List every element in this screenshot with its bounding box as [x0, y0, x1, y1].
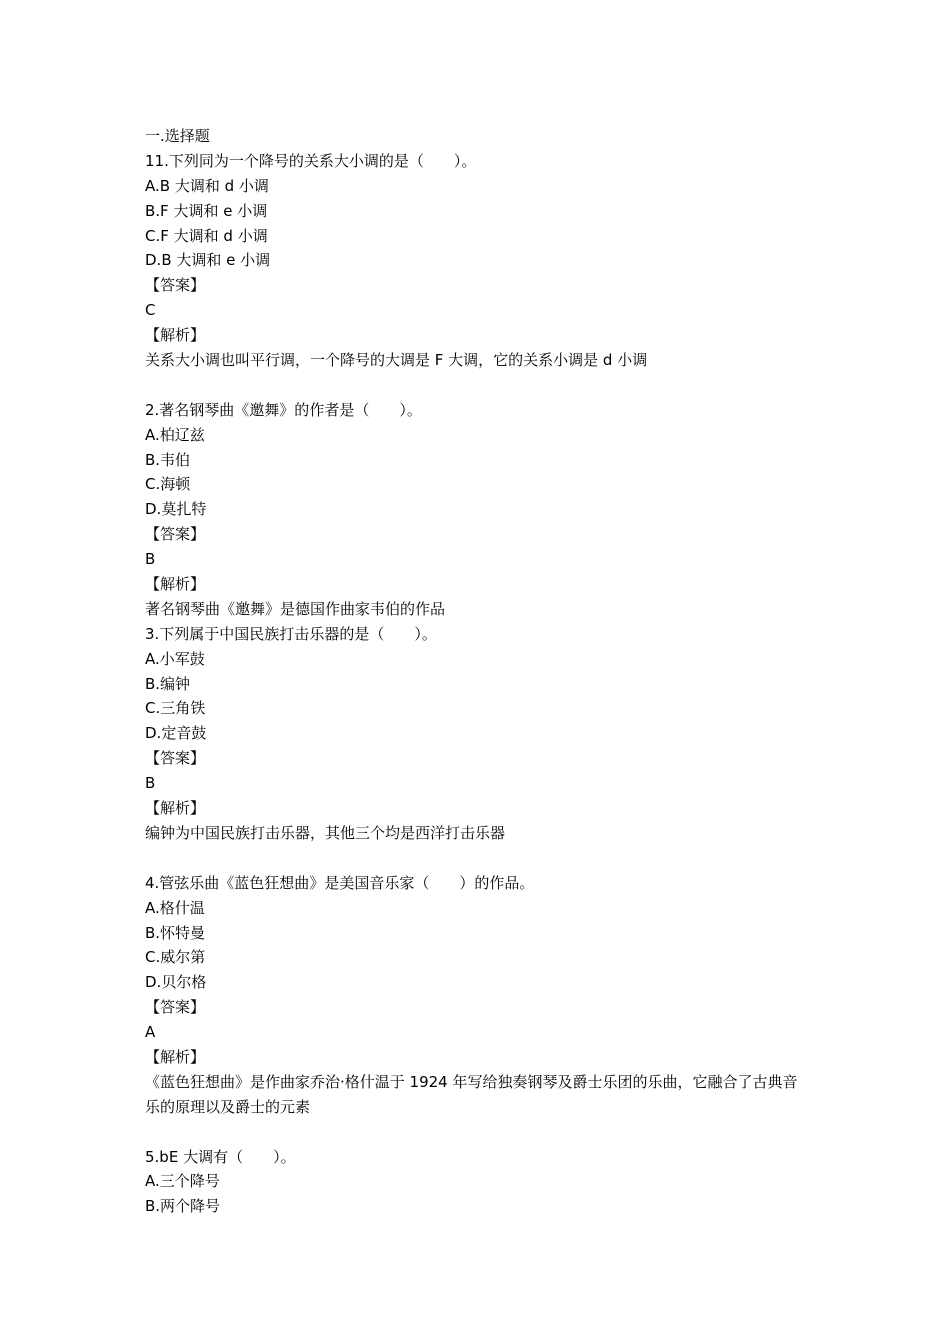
option-c: C.海顿 [145, 475, 191, 494]
answer-label: 【答案】 [145, 998, 206, 1017]
answer-label: 【答案】 [145, 749, 206, 768]
section-title: 一.选择题 [145, 127, 210, 145]
question-4 [145, 871, 810, 1120]
option-c: C.三角铁 [145, 699, 206, 718]
option-d: D.贝尔格 [145, 973, 207, 992]
blank-line [145, 1120, 810, 1145]
answer-value: B [145, 774, 156, 793]
option-a: A.B 大调和 d 小调 [145, 176, 269, 195]
answer-label: 【答案】 [145, 525, 206, 544]
answer-value: A [145, 1023, 156, 1042]
answer-label: 【答案】 [145, 276, 206, 295]
option-b: B.F 大调和 e 小调 [145, 201, 268, 220]
option-d: D.B 大调和 e 小调 [145, 251, 271, 270]
question-stem: 4.管弦乐曲《蓝色狂想曲》是美国音乐家（ ）的作品。 [145, 873, 535, 892]
option-a: A.小军鼓 [145, 649, 205, 668]
option-b: B.怀特曼 [145, 923, 206, 942]
document-content [145, 124, 810, 1219]
analysis-label: 【解析】 [145, 1047, 206, 1066]
answer-value: C [145, 301, 156, 320]
option-a: A.柏辽兹 [145, 425, 205, 444]
blank-line [145, 846, 810, 871]
analysis-text: 编钟为中国民族打击乐器，其他三个均是西洋打击乐器 [145, 823, 506, 842]
analysis-text: 著名钢琴曲《邀舞》是德国作曲家韦伯的作品 [145, 599, 446, 618]
blank-line [145, 373, 810, 398]
question-stem: 5.bE 大调有（ ）。 [145, 1147, 296, 1166]
question-stem: 11.下列同为一个降号的关系大小调的是（ ）。 [145, 151, 477, 170]
question-5 [145, 1145, 810, 1220]
analysis-text: 《蓝色狂想曲》是作曲家乔治·格什温于 1924 年写给独奏钢琴及爵士乐团的乐曲，它融合了古典音乐的原理以及爵士的元素 [145, 1072, 798, 1116]
option-d: D.莫扎特 [145, 500, 207, 519]
analysis-text: 关系大小调也叫平行调，一个降号的大调是 F 大调，它的关系小调是 d 小调 [145, 351, 648, 370]
question-2 [145, 398, 810, 622]
question-1 [145, 149, 810, 373]
option-a: A.三个降号 [145, 1172, 220, 1191]
option-a: A.格什温 [145, 898, 205, 917]
option-b: B.韦伯 [145, 450, 191, 469]
answer-value: B [145, 550, 156, 569]
analysis-label: 【解析】 [145, 326, 206, 345]
option-c: C.F 大调和 d 小调 [145, 226, 268, 245]
analysis-label: 【解析】 [145, 799, 206, 818]
analysis-label: 【解析】 [145, 575, 206, 594]
question-3 [145, 622, 810, 846]
option-b: B.两个降号 [145, 1197, 221, 1216]
question-stem: 2.著名钢琴曲《邀舞》的作者是（ ）。 [145, 400, 422, 419]
option-b: B.编钟 [145, 674, 191, 693]
option-c: C.威尔第 [145, 948, 206, 967]
question-stem: 3.下列属于中国民族打击乐器的是（ ）。 [145, 624, 437, 643]
option-d: D.定音鼓 [145, 724, 207, 743]
